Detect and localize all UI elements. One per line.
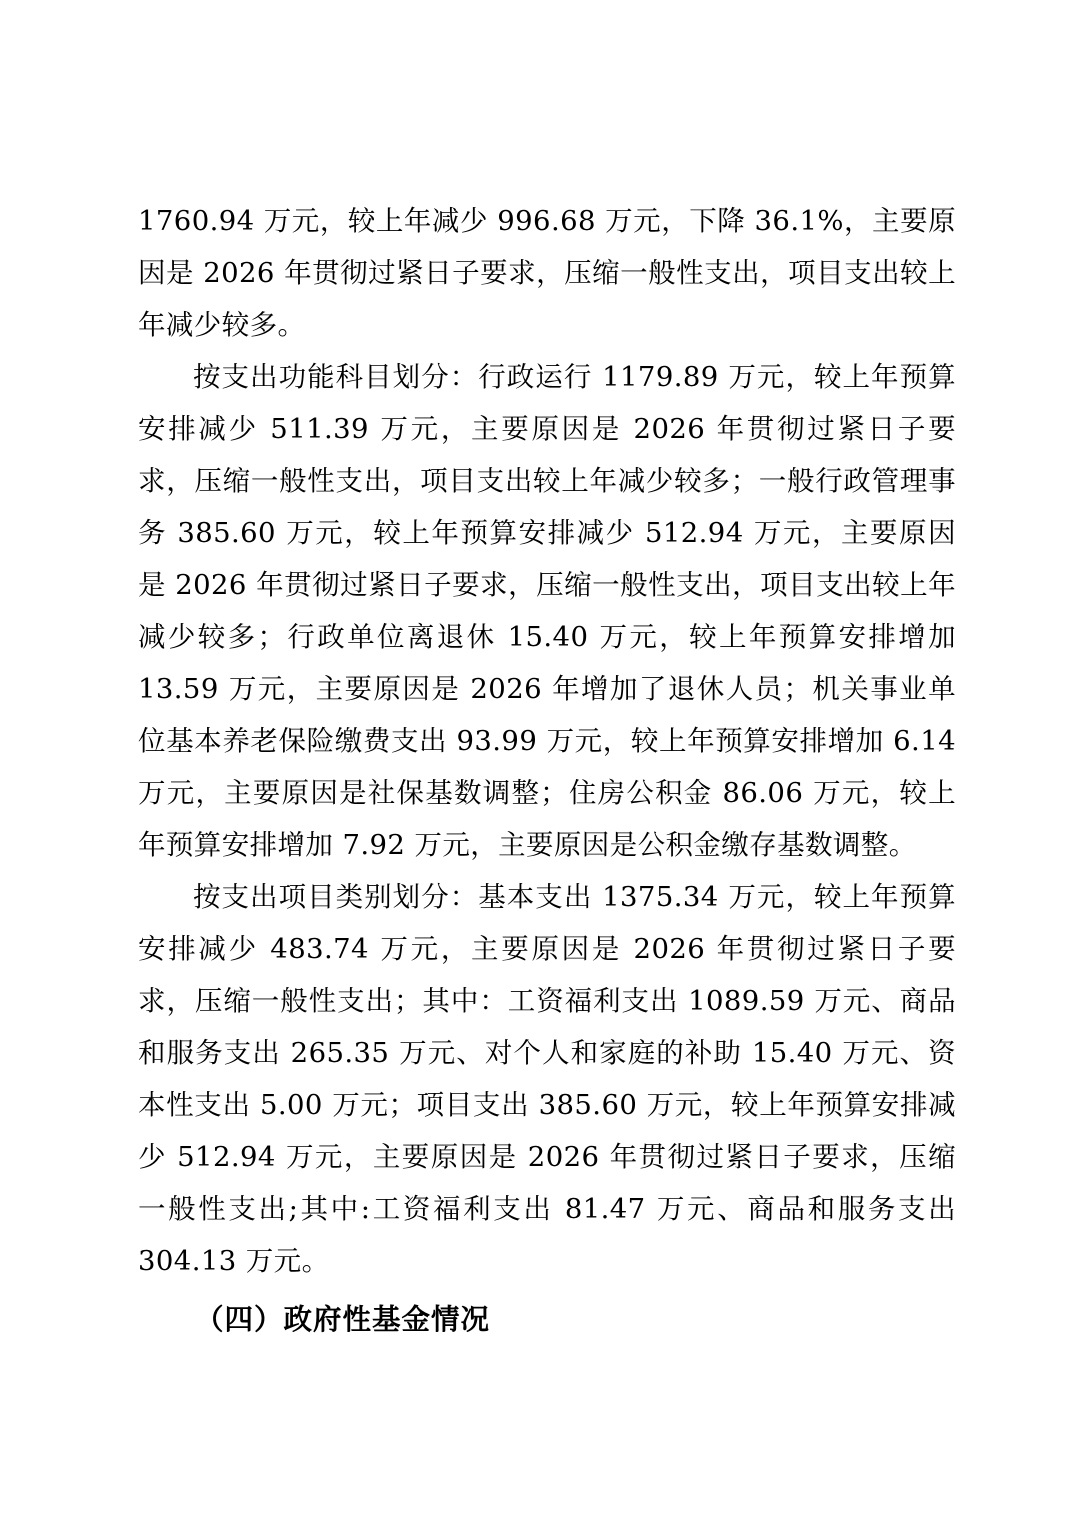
document-body — [138, 195, 956, 1345]
paragraph-continuation: 1760.94 万元，较上年减少 996.68 万元，下降 36.1%，主要原因是 2026 年贯彻过紧日子要求，压缩一般性支出，项目支出较上年减少较多。 — [138, 205, 956, 341]
section-heading-government-fund: （四）政府性基金情况 — [195, 1302, 491, 1336]
paragraph-expenditure-by-category: 按支出项目类别划分：基本支出 1375.34 万元，较上年预算安排减少 483.74 万元，主要原因是 2026 年贯彻过紧日子要求，压缩一般性支出；其中：工资福利支出 1089.59 万元、商品和服务支出 265.35 万元、对个人和家庭的补助 15.40 万元、资本性支出 5.00 万元；项目支出 385.60 万元，较上年预算安排减少 512.94 万元，主要原因是 2026 年贯彻过紧日子要求，压缩一般性支出;其中:工资福利支出 81.47 万元、商品和服务支出 304.13 万元。 — [138, 881, 956, 1277]
paragraph-expenditure-by-function: 按支出功能科目划分：行政运行 1179.89 万元，较上年预算安排减少 511.39 万元，主要原因是 2026 年贯彻过紧日子要求，压缩一般性支出，项目支出较上年减少较多；一般行政管理事务 385.60 万元，较上年预算安排减少 512.94 万元，主要原因是 2026 年贯彻过紧日子要求，压缩一般性支出，项目支出较上年减少较多；行政单位离退休 15.40 万元，较上年预算安排增加 13.59 万元，主要原因是 2026 年增加了退休人员；机关事业单位基本养老保险缴费支出 93.99 万元，较上年预算安排增加 6.14 万元，主要原因是社保基数调整；住房公积金 86.06 万元，较上年预算安排增加 7.92 万元，主要原因是公积金缴存基数调整。 — [138, 361, 956, 861]
